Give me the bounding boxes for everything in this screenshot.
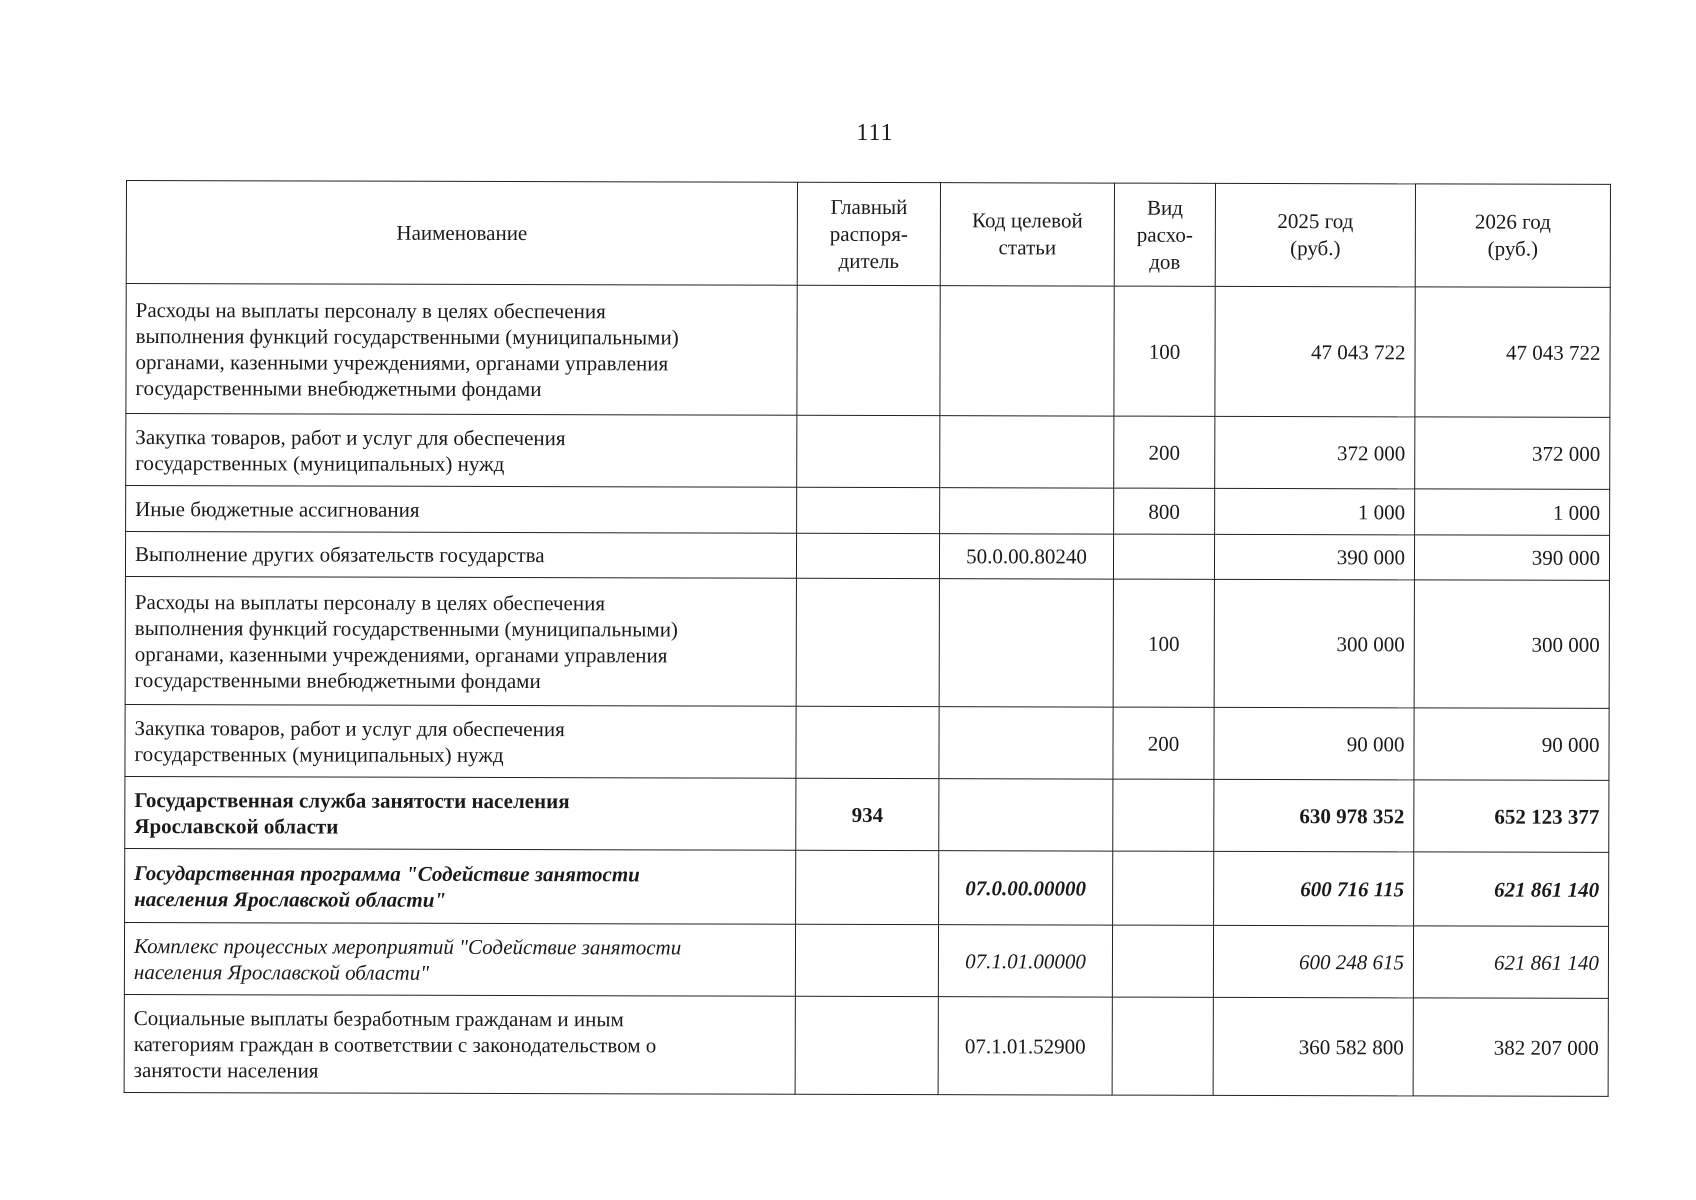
row-expense-type — [1112, 997, 1213, 1095]
row-amount-2026: 382 207 000 — [1413, 998, 1608, 1097]
row-name — [126, 414, 797, 488]
row-chief — [796, 578, 939, 706]
row-amount-2026: 372 000 — [1415, 417, 1610, 490]
row-name — [125, 532, 796, 579]
row-name-line: органами, казенными учреждениями, органами управления — [134, 641, 668, 667]
row-target-code — [940, 488, 1114, 534]
row-name-line: выполнения функций государственными (муниципальными) — [134, 615, 678, 641]
row-name-line: Государственная программа "Содействие занятости — [134, 860, 640, 886]
row-name — [126, 284, 797, 416]
row-chief: 934 — [796, 778, 939, 850]
row-chief — [796, 533, 939, 578]
row-target-code: 50.0.00.80240 — [939, 534, 1113, 579]
table-row — [125, 704, 1609, 780]
row-name-line: Закупка товаров, работ и услуг для обеспечения — [135, 424, 566, 450]
row-name-line: выполнения функций государственными (муниципальными) — [135, 323, 679, 349]
row-name — [126, 486, 797, 534]
row-amount-2026: 652 123 377 — [1414, 780, 1609, 853]
row-name — [124, 922, 795, 996]
header-target-code-line: Код целевой — [972, 208, 1083, 233]
row-amount-2026: 90 000 — [1414, 708, 1609, 781]
row-chief — [796, 706, 939, 778]
row-expense-type: 100 — [1113, 579, 1214, 707]
row-name-line: государственных (муниципальных) нужд — [135, 450, 505, 476]
row-name-line: занятости населения — [133, 1057, 319, 1083]
row-name — [125, 776, 796, 850]
header-year-2025 — [1215, 183, 1415, 287]
row-name-line: Комплекс процессных мероприятий "Содействие занятости — [133, 933, 682, 959]
header-year-2026-line: 2026 год — [1474, 209, 1551, 234]
header-name-text: Наименование — [396, 220, 528, 245]
row-target-code: 07.1.01.52900 — [938, 997, 1112, 1095]
header-expense-type-line: расхо- — [1136, 222, 1193, 247]
header-chief-line: распоря- — [829, 221, 908, 246]
row-expense-type: 800 — [1114, 488, 1215, 534]
row-name — [125, 576, 796, 706]
table-row — [124, 922, 1608, 998]
header-year-2026-line: (руб.) — [1487, 236, 1539, 261]
row-chief — [795, 996, 938, 1094]
row-name-line: Иные бюджетные ассигнования — [135, 496, 420, 522]
row-expense-type — [1113, 534, 1214, 579]
row-chief — [796, 850, 939, 924]
row-expense-type: 100 — [1114, 286, 1215, 416]
row-name-line: Расходы на выплаты персоналу в целях обеспечения — [135, 297, 606, 323]
row-target-code — [940, 416, 1114, 488]
header-expense-type — [1114, 183, 1215, 286]
row-name — [125, 848, 796, 924]
header-year-2026 — [1415, 184, 1610, 288]
row-target-code: 07.1.01.00000 — [938, 925, 1112, 997]
table-row — [126, 486, 1610, 536]
row-name-line: государственных (муниципальных) нужд — [134, 741, 504, 767]
row-name — [125, 704, 796, 778]
row-chief — [797, 415, 940, 487]
row-name-line: органами, казенными учреждениями, органами управления — [135, 349, 669, 375]
header-expense-type-line: Вид — [1146, 195, 1183, 220]
row-amount-2025: 1 000 — [1215, 488, 1415, 535]
header-expense-type-line: дов — [1149, 249, 1181, 274]
header-target-code — [940, 183, 1114, 286]
row-amount-2025: 300 000 — [1214, 579, 1414, 708]
row-amount-2026: 621 861 140 — [1413, 926, 1608, 999]
row-name-line: государственными внебюджетными фондами — [134, 667, 541, 693]
row-amount-2025: 390 000 — [1214, 534, 1414, 580]
row-name-line: Расходы на выплаты персоналу в целях обеспечения — [134, 589, 606, 615]
row-expense-type — [1113, 779, 1214, 851]
table-header-row — [126, 181, 1610, 288]
row-amount-2026: 47 043 722 — [1415, 287, 1610, 418]
header-year-2025-line: 2025 год — [1277, 209, 1354, 234]
header-target-code-line: статьи — [998, 235, 1057, 260]
row-expense-type: 200 — [1113, 707, 1214, 779]
row-expense-type — [1113, 851, 1214, 925]
row-chief — [795, 924, 938, 996]
table-row — [125, 532, 1609, 581]
row-name-line: Закупка товаров, работ и услуг для обеспечения — [134, 715, 565, 741]
row-name-line: Выполнение других обязательств государства — [134, 542, 545, 568]
table-row — [125, 576, 1609, 708]
row-target-code — [939, 579, 1113, 707]
header-chief-line: Главный — [830, 194, 908, 219]
row-chief — [797, 487, 940, 533]
row-expense-type — [1112, 925, 1213, 997]
row-amount-2025: 90 000 — [1214, 707, 1414, 780]
row-amount-2025: 360 582 800 — [1213, 997, 1413, 1096]
row-amount-2026: 621 861 140 — [1414, 852, 1609, 927]
page-number: 111 — [856, 120, 894, 146]
row-name-line: государственными внебюджетными фондами — [135, 375, 542, 401]
row-amount-2025: 47 043 722 — [1215, 286, 1415, 417]
row-name-line: категориям граждан в соответствии с законодательством о — [133, 1031, 657, 1057]
table-row — [124, 994, 1608, 1096]
row-chief — [797, 285, 940, 415]
row-name-line: Ярославской области — [134, 813, 339, 839]
row-amount-2025: 600 716 115 — [1214, 851, 1414, 926]
row-amount-2026: 300 000 — [1414, 580, 1609, 709]
row-name-line: Государственная служба занятости населения — [134, 787, 570, 813]
row-amount-2025: 372 000 — [1215, 416, 1415, 489]
row-target-code — [940, 286, 1114, 416]
row-name — [124, 994, 795, 1094]
header-chief — [797, 182, 940, 285]
row-amount-2025: 600 248 615 — [1213, 925, 1413, 998]
row-name-line: населения Ярославской области" — [134, 886, 447, 912]
row-name-line: населения Ярославской области" — [133, 959, 430, 985]
row-amount-2025: 630 978 352 — [1214, 779, 1414, 852]
budget-table — [124, 180, 1611, 1097]
row-name-line: Социальные выплаты безработным гражданам и иным — [133, 1005, 624, 1031]
row-target-code — [939, 707, 1113, 779]
header-year-2025-line: (руб.) — [1290, 236, 1341, 261]
row-target-code: 07.0.00.00000 — [939, 851, 1113, 925]
row-amount-2026: 390 000 — [1414, 535, 1609, 581]
table-row — [126, 414, 1610, 490]
row-amount-2026: 1 000 — [1415, 489, 1610, 536]
header-chief-line: дитель — [838, 248, 900, 273]
table-row — [125, 776, 1609, 852]
header-name — [126, 181, 797, 286]
table-row — [126, 284, 1610, 418]
table-row — [125, 848, 1609, 926]
row-expense-type: 200 — [1114, 416, 1215, 488]
row-target-code — [939, 779, 1113, 851]
